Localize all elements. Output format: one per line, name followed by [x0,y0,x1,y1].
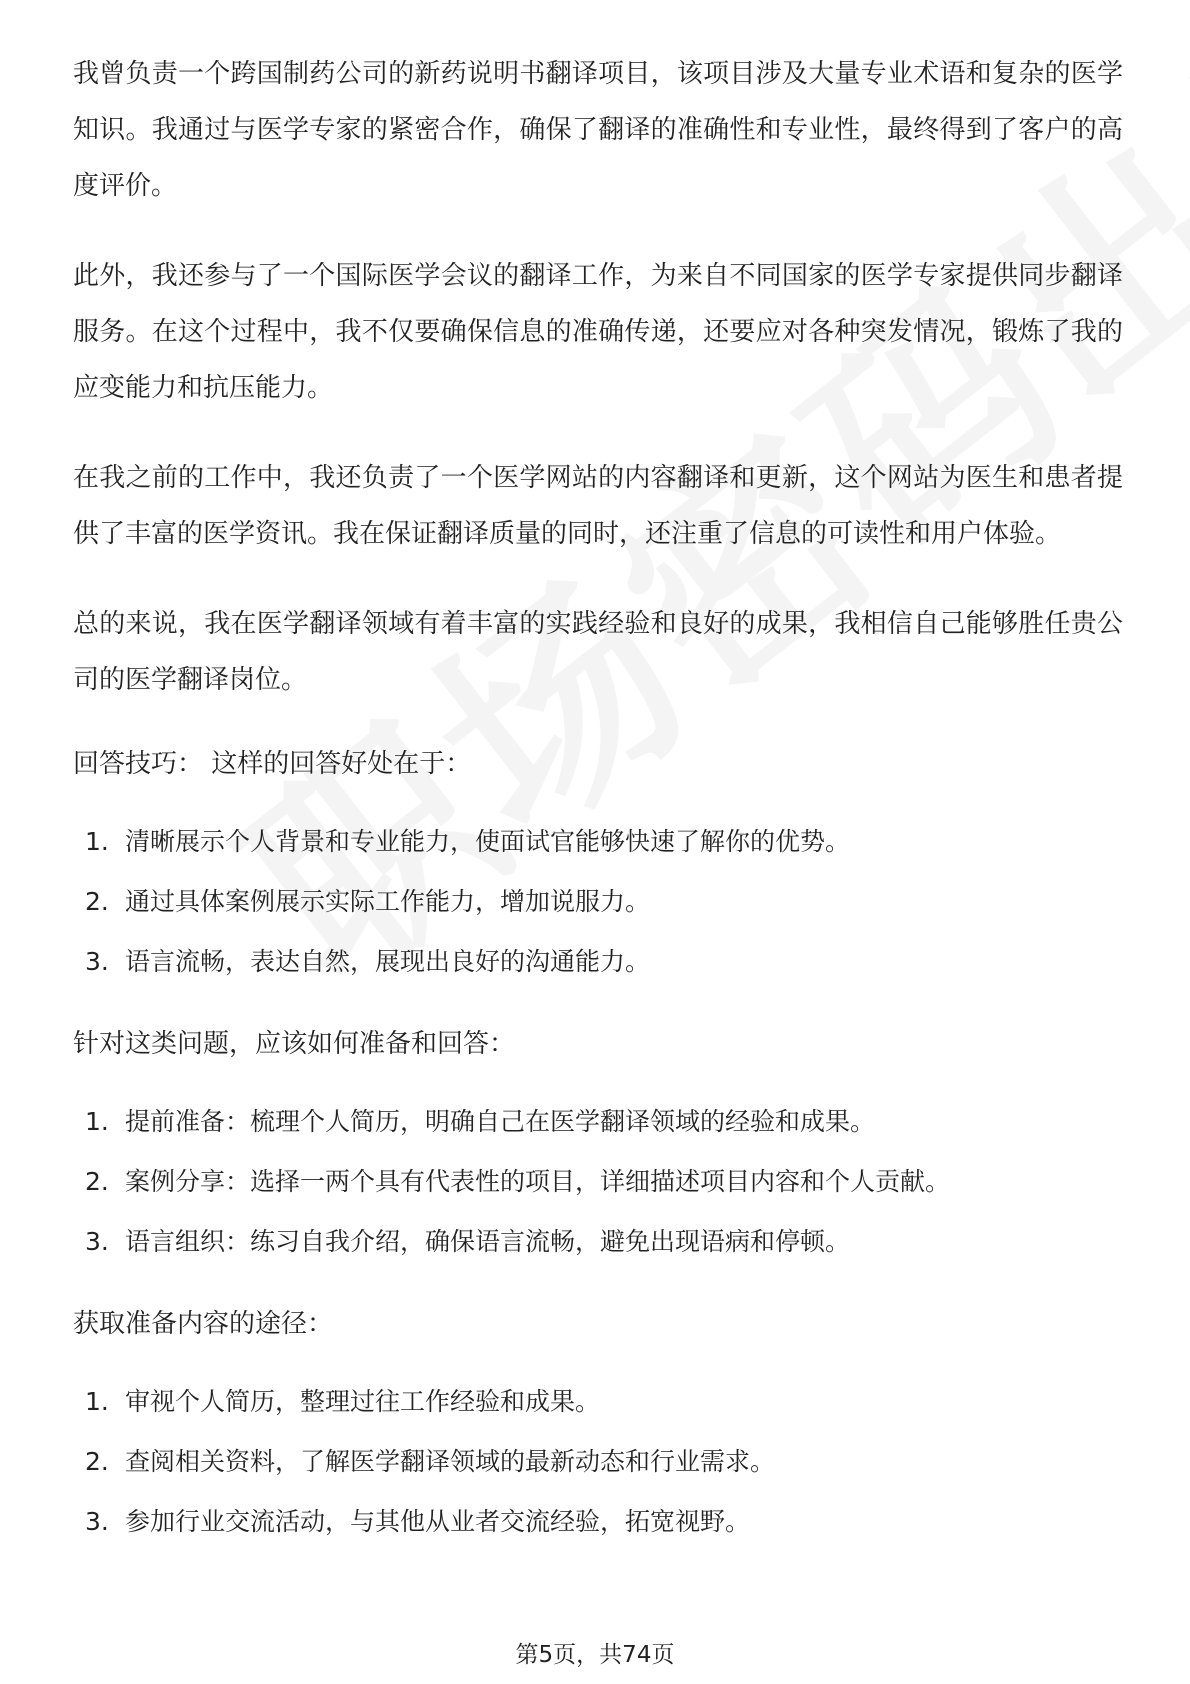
prepare-list [73,1092,1123,1272]
list-text: 提前准备：梳理个人简历，明确自己在医学翻译领域的经验和成果。 [125,1107,876,1136]
paragraph: 我曾负责一个跨国制药公司的新药说明书翻译项目，该项目涉及大量专业术语和复杂的医学知识。我通过与医学专家的紧密合作，确保了翻译的准确性和专业性，最终得到了客户的高度评价。 [73,59,1123,201]
list-text: 清晰展示个人背景和专业能力，使面试官能够快速了解你的优势。 [125,827,851,856]
prepare-heading: 针对这类问题，应该如何准备和回答： [73,1029,516,1059]
list-number: 1. [85,827,109,856]
sources-list [73,1372,1123,1552]
list-text: 语言组织：练习自我介绍，确保语言流畅，避免出现语病和停顿。 [125,1227,851,1256]
paragraph: 在我之前的工作中，我还负责了一个医学网站的内容翻译和更新，这个网站为医生和患者提供了丰富的医学资讯。我在保证翻译质量的同时，还注重了信息的可读性和用户体验。 [73,463,1123,549]
list-number: 1. [85,1107,109,1136]
list-number: 3. [85,1507,109,1536]
list-number: 2. [85,887,109,916]
tips-heading: 回答技巧： 这样的回答好处在于： [73,749,472,779]
list-number: 2. [85,1167,109,1196]
list-number: 1. [85,1387,109,1416]
list-text: 语言流畅，表达自然，展现出良好的沟通能力。 [125,947,651,976]
list-text: 通过具体案例展示实际工作能力，增加说服力。 [125,887,651,916]
list-item [73,932,1123,992]
list-text: 参加行业交流活动，与其他从业者交流经验，拓宽视野。 [125,1507,751,1536]
tips-list [73,812,1123,992]
list-item [73,1492,1123,1552]
list-item [73,872,1123,932]
list-item [73,1092,1123,1152]
list-item [73,1372,1123,1432]
list-item [73,812,1123,872]
page-number: 第5页，共74页 [515,1642,675,1668]
sources-heading: 获取准备内容的途径： [73,1309,334,1339]
list-number: 3. [85,1227,109,1256]
list-text: 案例分享：选择一两个具有代表性的项目，详细描述项目内容和个人贡献。 [125,1167,951,1196]
list-text: 审视个人简历，整理过往工作经验和成果。 [125,1387,601,1416]
list-number: 3. [85,947,109,976]
list-item [73,1152,1123,1212]
list-number: 2. [85,1447,109,1476]
paragraph: 此外，我还参与了一个国际医学会议的翻译工作，为来自不同国家的医学专家提供同步翻译服务。在这个过程中，我不仅要确保信息的准确传递，还要应对各种突发情况，锻炼了我的应变能力和抗压能力。 [73,261,1123,403]
list-item [73,1432,1123,1492]
list-text: 查阅相关资料，了解医学翻译领域的最新动态和行业需求。 [125,1447,776,1476]
paragraph: 总的来说，我在医学翻译领域有着丰富的实践经验和良好的成果，我相信自己能够胜任贵公司的医学翻译岗位。 [73,609,1123,695]
document-body [73,46,1123,1582]
list-item [73,1212,1123,1272]
